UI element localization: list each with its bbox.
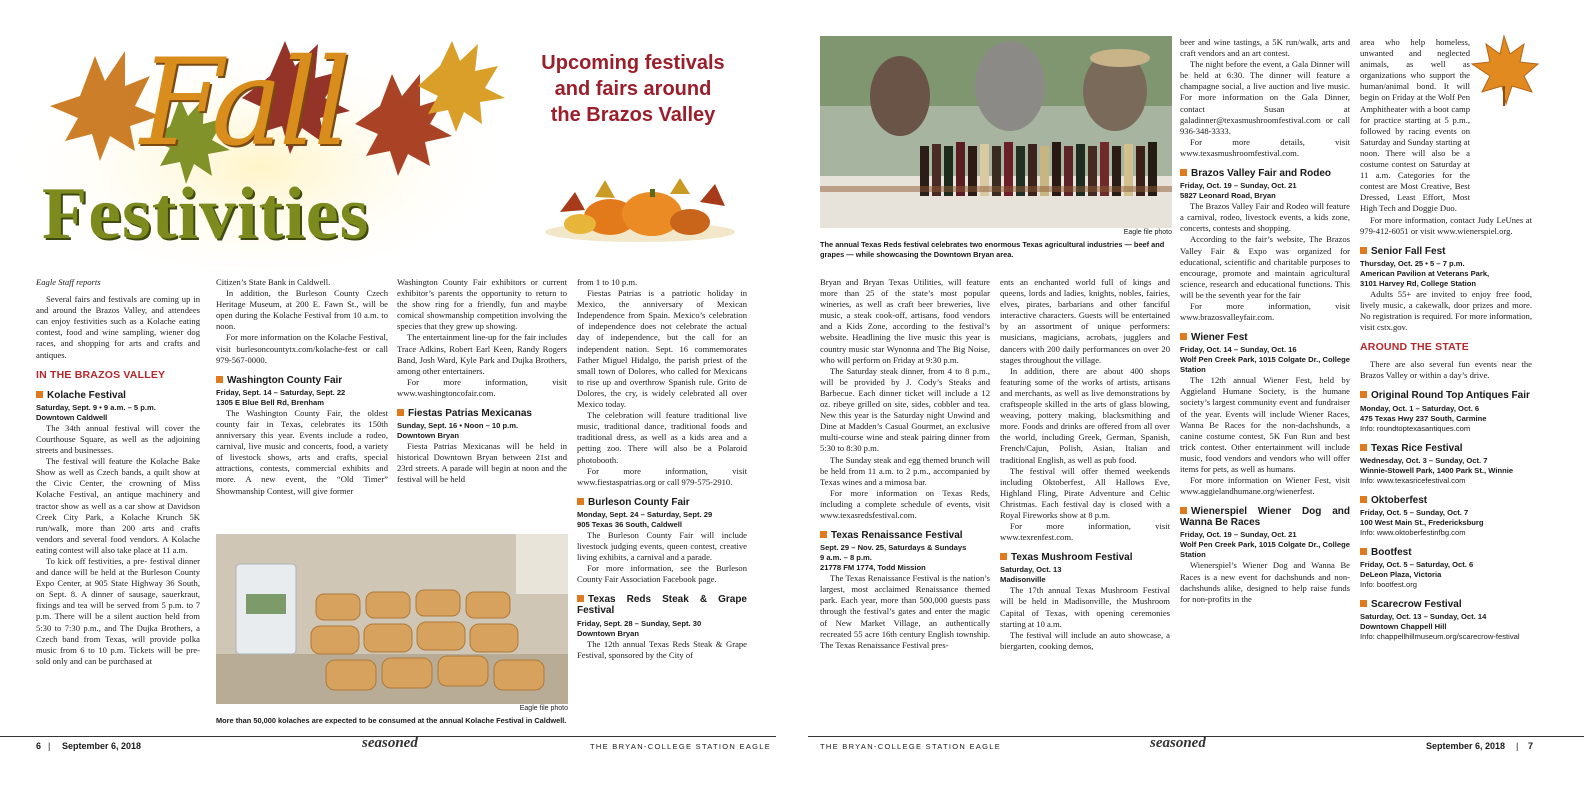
body-paragraph: For more information, visit www.washingtoncofair.com. <box>397 376 567 398</box>
event-date: Friday, Oct. 14 – Sunday, Oct. 16 <box>1180 345 1297 355</box>
state-event-location: 475 Texas Hwy 237 South, Carmine <box>1360 413 1487 423</box>
state-event-info: Info: www.oktoberfestinfbg.com <box>1360 527 1466 537</box>
event-location: American Pavilion at Veterans Park, <box>1360 268 1490 278</box>
kolache-photo-illustration <box>216 534 568 704</box>
event-time: 9 a.m. – 8 p.m. <box>820 553 872 563</box>
event-location: 21778 FM 1774, Todd Mission <box>820 563 926 573</box>
event-date: Saturday, Oct. 13 <box>1000 565 1062 575</box>
body-paragraph: The festival will include an auto showcase, a biergarten, cooking demos, <box>1000 629 1170 651</box>
body-paragraph: Bryan and Bryan Texas Utilities, will feature more than 25 of the state’s most popular wineries, as well as craft beer breweries, live music, a steak cook-off, artisans, food vendors and a Kids Zone, according to the festival’s website. Headlining the live music this year is country music star Wynonna and The Big Noise, who will perform on Friday at 9:30 p.m. <box>820 277 990 365</box>
fall-festivities-title-art <box>20 36 540 276</box>
left-column-2 <box>216 277 388 527</box>
body-paragraph: Fiesta Patrias Mexicanas will be held in historical Downtown Bryan between 21st and 23rd streets. A parade will begin at noon and the festival will be held <box>397 441 567 485</box>
body-paragraph: For more information, contact Judy LeUnes at 979-412-6051 or visit www.wienerspiel.org. <box>1360 214 1532 236</box>
newspaper-name: THE BRYAN-COLLEGE STATION EAGLE <box>590 742 772 751</box>
event-title-wienerspiel: Wienerspiel Wiener Dog and Wanna Be Races <box>1180 506 1350 529</box>
body-paragraph: The festival will feature the Kolache Bake Show as well as Czech bands, a quilt show at the Civic Center, the crowning of Miss Kolache Festival, an antique machinery and tractor show as well as a car show at Davidson Creek City Park, a Kolache Krunch 5K run/walk, more than 200 arts and crafts vendors and several food vendors. A Kolache eating contest will also take place at 11 a.m. <box>36 456 200 555</box>
event-location: 905 Texas 36 South, Caldwell <box>577 519 682 529</box>
event-title-senior-fall-fest: Senior Fall Fest <box>1360 246 1532 257</box>
state-event-info: Info: bootfest.org <box>1360 579 1417 589</box>
body-paragraph: The 17th annual Texas Mushroom Festival will be held in Madisonville, the Mushroom Capital of Texas, with opening ceremonies starting at 10 a.m. <box>1000 585 1170 629</box>
state-event-title: Original Round Top Antiques Fair <box>1360 390 1532 401</box>
right-footer <box>808 736 1584 757</box>
event-date: Sunday, Sept. 16 • Noon – 10 p.m. <box>397 421 519 431</box>
body-paragraph: The Brazos Valley Fair and Rodeo will feature a carnival, rodeo, livestock events, a kids zone, concerts, contests and shopping. <box>1180 201 1350 234</box>
left-column-3 <box>397 277 567 527</box>
state-event-date: Friday, Oct. 5 – Sunday, Oct. 7 <box>1360 507 1469 517</box>
body-paragraph: For more information, see the Burleson County Fair Association Facebook page. <box>577 563 747 585</box>
body-paragraph: The Saturday steak dinner, from 4 to 8 p.m., will be provided by J. Cody’s Steaks and Barbecue. Each dinner ticket will include a 12 oz. ribeye grilled on site, sides, cobbler and tea. New this year is the Saturday night Unwind and Dine at Madden’s Casual Gourmet, an exclusive multi-course wine and steak pairing dinner from 5:30 to 8:30 p.m. <box>820 365 990 454</box>
event-date: Saturday, Sept. 9 • 9 a.m. – 5 p.m. <box>36 402 156 412</box>
byline: Eagle Staff reports <box>36 277 101 287</box>
event-location: Downtown Caldwell <box>36 412 108 422</box>
state-event-title: Bootfest <box>1360 547 1532 558</box>
body-paragraph: The 34th annual festival will cover the Courthouse Square, as well as the adjoining streets and businesses. <box>36 422 200 456</box>
state-event-title: Oktoberfest <box>1360 495 1532 506</box>
event-location: 3101 Harvey Rd, College Station <box>1360 278 1477 288</box>
state-event-info: Info: chappellhillmuseum.org/scarecrow-festival <box>1360 631 1520 641</box>
newspaper-name: THE BRYAN-COLLEGE STATION EAGLE <box>820 742 1002 751</box>
body-paragraph: For more information on the Kolache Festival, visit burlesoncountytx.com/kolache-fest or call 979-567-0000. <box>216 332 388 365</box>
body-paragraph: For more information, visit www.fiestaspatrias.org or call 979-575-2910. <box>577 465 747 487</box>
body-paragraph: The Burleson County Fair will include livestock judging events, queen contest, creative living exhibits, a carnival and a parade. <box>577 529 747 563</box>
page-number: 6 <box>36 741 42 751</box>
right-column-1 <box>820 277 990 727</box>
body-paragraph: The 12th annual Wiener Fest, held by Aggieland Humane Society, is the humane society’s largest community event and fundraiser of the year. Events will include Wiener Races, Wanna Be Races for the non-dachshunds, a canine costume contest, 5K Fun Run and best trick contest. Other entertainment will include music, food vendors and vendors who will offer items for pets, as well as humans. <box>1180 375 1350 474</box>
body-paragraph: For more information on Wiener Fest, visit www.aggielandhumane.org/wienerfest. <box>1180 475 1350 497</box>
event-date: Friday, Sept. 28 – Sunday, Sept. 30 <box>577 618 702 628</box>
body-paragraph: The festival will offer themed weekends including Oktoberfest, All Hallows Eve, Highland Fling, Pirate Adventure and Celtic Christmas. Each festival day is closed with a Royal Fireworks show at 8 p.m. <box>1000 465 1170 520</box>
state-events-list <box>1360 390 1532 641</box>
event-date: Friday, Oct. 19 – Sunday, Oct. 21 <box>1180 530 1297 540</box>
event-title-brazos-valley-fair: Brazos Valley Fair and Rodeo <box>1180 168 1350 179</box>
event-title-fiestas: Fiestas Patrias Mexicanas <box>397 408 567 419</box>
right-page <box>808 0 1584 792</box>
event-location: Downtown Bryan <box>397 431 460 441</box>
state-event-location: Downtown Chappell Hill <box>1360 621 1447 631</box>
title-festivities: Festivities <box>42 173 370 255</box>
event-title-renaissance: Texas Renaissance Festival <box>820 530 990 541</box>
photo-credit: Eagle file photo <box>1123 229 1172 236</box>
state-event-date: Monday, Oct. 1 – Saturday, Oct. 6 <box>1360 403 1480 413</box>
kolache-photo <box>216 534 568 704</box>
left-column-1 <box>36 277 200 727</box>
body-paragraph: In addition, there are about 400 shops featuring some of the works of artists, artisans and merchants, as well as live demonstrations by craftspeople skilled in the arts of glass blowing, weaving, pottery making, blacksmithing and more. Foods and drinks are offered from all over the world, including Greek, German, Spanish, French/Cajun, Polish, Asian, Italian and traditional English, as well as pub food. <box>1000 365 1170 465</box>
section-brand: seasoned <box>362 735 418 751</box>
photo-caption: The annual Texas Reds festival celebrates two enormous Texas agricultural industries — beef and grapes — while showcasing the Downtown Bryan area. <box>820 240 1165 259</box>
body-paragraph: The entertainment line-up for the fair includes Trace Adkins, Robert Earl Keen, Randy Rogers Band, Josh Ward, Kyle Park and Dujka Brothers, among other entertainers. <box>397 332 567 376</box>
texas-reds-photo <box>820 36 1172 228</box>
state-event-location: 100 West Main St., Fredericksburg <box>1360 517 1484 527</box>
event-location: Madisonville <box>1000 575 1046 585</box>
body-paragraph: For more details, visit www.texasmushroomfestival.com. <box>1180 136 1350 158</box>
left-column-4 <box>577 277 747 727</box>
event-location: Downtown Bryan <box>577 628 640 638</box>
footer-date: September 6, 2018 <box>1426 741 1506 751</box>
photo-credit: Eagle file photo <box>519 705 568 712</box>
body-paragraph: ents an enchanted world full of kings and queens, lords and ladies, knights, nobles, fairies, elves, pirates, barbarians and other fanciful interactive characters. Guests will be entertained by an assortment of unique performers: musicians, magicians, acrobats, jugglers and dancers with 200 daily performances on over 20 stages throughout the village. <box>1000 277 1170 365</box>
event-title-mushroom: Texas Mushroom Festival <box>1000 552 1170 563</box>
body-paragraph: The celebration will feature traditional live music, traditional dance, traditional foods and traditional dress, as well as a kids area and a petting zoo. There will also be a Polaroid photobooth. <box>577 410 747 465</box>
body-paragraph: from 1 to 10 p.m. <box>577 277 638 287</box>
body-paragraph: There are also several fun events near the Brazos Valley or within a day’s drive. <box>1360 359 1532 381</box>
body-paragraph: Washington County Fair exhibitors or current exhibitor’s parents the opportunity to return to the show ring for a friendly, fun and maybe comical showmanship competition involving the species that they grew up showing. <box>397 277 567 332</box>
event-title-wiener-fest: Wiener Fest <box>1180 332 1350 343</box>
body-paragraph: beer and wine tastings, a 5K run/walk, arts and craft vendors and an art contest. <box>1180 37 1350 59</box>
section-heading-around-the-state: AROUND THE STATE <box>1360 341 1469 354</box>
right-column-4 <box>1360 37 1532 727</box>
event-date: Thursday, Oct. 25 • 5 – 7 p.m. <box>1360 258 1465 268</box>
state-event-date: Wednesday, Oct. 3 – Sunday, Oct. 7 <box>1360 455 1488 465</box>
body-paragraph: To kick off festivities, a pre- festival dinner and dance will be held at the Burleson County Expo Center, at 905 State Highway 36 South, on Sept. 8. A dinner of sausage, sauerkraut, fixings and tea will be served from 5 p.m. to 7 p.m. There will be a silent auction held from 5:30 to 7:30 p.m., and The Dujka Brothers, a Czech band from Texas, will provide polka music from 6 to 10 p.m. Tickets will be pre-sold only and can be purchased at <box>36 555 200 666</box>
event-date: Friday, Sept. 14 – Saturday, Sept. 22 <box>216 387 346 397</box>
event-title-burleson: Burleson County Fair <box>577 497 747 508</box>
title-fall: Fall <box>140 34 348 173</box>
state-event-date: Friday, Oct. 5 – Saturday, Oct. 6 <box>1360 559 1474 569</box>
wine-festival-illustration <box>820 36 1172 228</box>
right-column-2 <box>1000 277 1170 727</box>
intro-paragraph: Several fairs and festivals are coming up in and around the Brazos Valley, and attendees can enjoy festivities such as a Kolache eating contest, food and wine sampling, wiener dog races, and shopping for arts and crafts and antiques. <box>36 294 200 360</box>
body-paragraph: The Texas Renaissance Festival is the nation’s largest, most acclaimed Renaissance themed park. Each year, more than 500,000 guests pass through the festival’s gates and enter the magic of New Market Village, an authentically recreated 55 acre 16th century English township. The Texas Renaissance Festival pres- <box>820 573 990 650</box>
body-paragraph: According to the fair’s website, The Brazos Valley Fair & Expo was organized for educational, scientific and charitable purposes to encourage, promote and maintain agricultural science, research and educational functions. This will be the seventh year for the fair <box>1180 234 1350 300</box>
state-event-location: DeLeon Plaza, Victoria <box>1360 569 1442 579</box>
body-paragraph: The 12th annual Texas Reds Steak & Grape Festival, sponsored by the City of <box>577 638 747 660</box>
body-paragraph: For more information on Texas Reds, including a complete schedule of events, visit www.texasredsfestival.com. <box>820 487 990 520</box>
right-column-3 <box>1180 37 1350 727</box>
body-paragraph: The Washington County Fair, the oldest county fair in Texas, celebrates its 150th anniversary this year. Events include a rodeo, carnival, live music and concerts, food, a variety of livestock shows, arts and crafts, special attractions, contests, commercial exhibits and more. A new event, the “Old Timer” Showmanship Contest, will give former <box>216 407 388 496</box>
event-date: Friday, Oct. 19 – Sunday, Oct. 21 <box>1180 181 1297 191</box>
page-gutter <box>776 0 808 792</box>
event-date: Sept. 29 – Nov. 25, Saturdays & Sundays <box>820 543 967 553</box>
body-paragraph: Fiestas Patrias is a patriotic holiday in Mexico, the anniversary of Mexican Independence from Spain. Mexico’s celebration of independence does not celebrate the actual day of independence, but the call for an independent nation. Sept. 16 commemorates Father Miguel Hidalgo, the parish priest of the small town of Dolores, who called for Mexicans to rise up and overthrow Spanish rule. Grito de Dolores, the cry, is widely celebrated all over Mexico today. <box>577 288 747 410</box>
event-location: Wolf Pen Creek Park, 1015 Colgate Dr., College Station <box>1180 355 1350 375</box>
body-paragraph: The Sunday steak and egg themed brunch will be held from 11 a.m. to 2 p.m., accompanied by Texas wines and a mimosa bar. <box>820 454 990 487</box>
body-paragraph: area who help homeless, unwanted and neglected animals, as well as organizations who support the human/animal bond. It will begin on Friday at the Wolf Pen Amphitheater with a boot camp for practice starting at 5 p.m., followed by racing events on Saturday and Sunday starting at noon. There will also be a costume contest on Saturday at 11 a.m. Categories for the contest are Most Creative, Best Dressed, Least Effort, Most High Tech and Doggie Duo. <box>1360 37 1470 214</box>
body-paragraph: The night before the event, a Gala Dinner will be held at 6:30. The dinner will feature a champagne social, a live auction and live music. For more information on the Gala Dinner, contact Susan at galadinner@texasmushroomfestival.com or call 936-348-3333. <box>1180 59 1350 136</box>
left-footer <box>0 736 776 757</box>
body-paragraph: Adults 55+ are invited to enjoy free food, lively music, a cakewalk, door prizes and more. No registration is required. For more information, visit cstx.gov. <box>1360 288 1532 333</box>
body-paragraph: Wienerspiel’s Wiener Dog and Wanna Be Races is a new event for dachshunds and non-dachshunds alike, designed to help raise funds for non-profits in the <box>1180 560 1350 604</box>
state-event-title: Scarecrow Festival <box>1360 599 1532 610</box>
harvest-pumpkins-illustration <box>540 172 740 244</box>
event-location: 1305 E Blue Bell Rd, Brenham <box>216 397 325 407</box>
left-page <box>0 0 776 792</box>
footer-divider: | <box>1516 741 1519 751</box>
footer-divider: | <box>48 741 51 751</box>
body-paragraph: In addition, the Burleson County Czech Heritage Museum, at 200 E. Fawn St., will be open during the Kolache Festival from 10 a.m. to noon. <box>216 288 388 332</box>
body-paragraph: For more information, visit www.brazosvalleyfair.com. <box>1180 300 1350 323</box>
section-heading-brazos-valley: IN THE BRAZOS VALLEY <box>36 368 166 381</box>
event-date: Monday, Sept. 24 – Saturday, Sept. 29 <box>577 509 713 519</box>
headline-subtitle: Upcoming festivals and fairs around the Brazos Valley <box>541 52 725 126</box>
state-event-title: Texas Rice Festival <box>1360 443 1532 454</box>
photo-caption: More than 50,000 kolaches are expected to be consumed at the annual Kolache Festival in Caldwell. <box>216 716 567 725</box>
state-event-location: Winnie-Stowell Park, 1400 Park St., Winnie <box>1360 465 1514 475</box>
footer-date: September 6, 2018 <box>62 741 142 751</box>
section-brand: seasoned <box>1150 735 1206 751</box>
page-number: 7 <box>1528 741 1534 751</box>
event-location: Wolf Pen Creek Park, 1015 Colgate Dr., College Station <box>1180 540 1350 560</box>
event-location: 5827 Leonard Road, Bryan <box>1180 191 1276 201</box>
state-event-info: Info: roundtoptexasantiques.com <box>1360 423 1471 433</box>
state-event-info: Info: www.texasricefestival.com <box>1360 475 1466 485</box>
body-paragraph: Citizen’s State Bank in Caldwell. <box>216 277 331 287</box>
event-title-texas-reds: Texas Reds Steak & Grape Festival <box>577 594 747 617</box>
state-event-date: Saturday, Oct. 13 – Sunday, Oct. 14 <box>1360 611 1487 621</box>
event-title-kolache: Kolache Festival <box>36 390 200 401</box>
body-paragraph: For more information, visit www.texrenfest.com. <box>1000 521 1170 543</box>
event-title-washington: Washington County Fair <box>216 375 388 386</box>
